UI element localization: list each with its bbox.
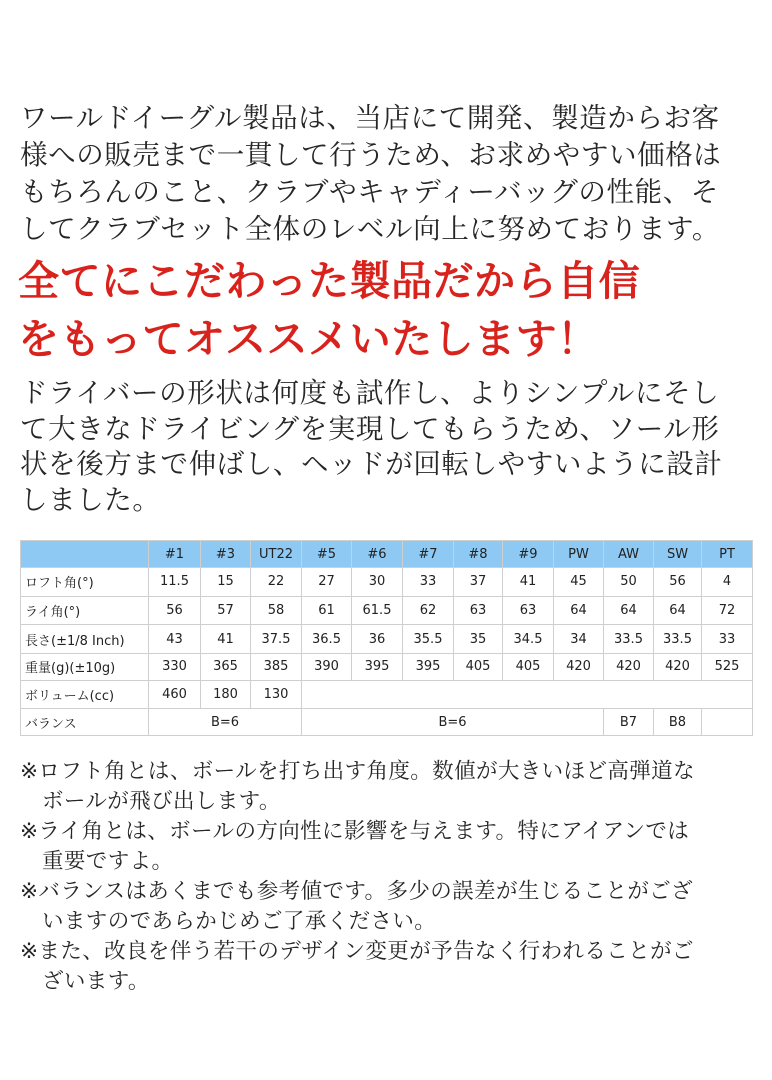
footnote	[20, 877, 760, 937]
table-cell: 35	[454, 625, 503, 654]
table-cell: 64	[654, 596, 702, 625]
desc-line: て大きなドライビングを実現してもらうため、ソール形	[20, 412, 720, 445]
table-cell-irons-balance: B=6	[302, 709, 604, 736]
column-header: PW	[554, 541, 604, 568]
column-header: #7	[403, 541, 454, 568]
table-cell: 34	[554, 625, 604, 654]
table-row-volume	[21, 680, 753, 709]
table-cell: 525	[702, 654, 753, 681]
header-blank	[21, 541, 149, 568]
desc-line: ドライバーの形状は何度も試作し、よりシンプルにそし	[20, 377, 720, 409]
table-cell: 180	[201, 680, 251, 709]
table-cell: 4	[702, 568, 753, 597]
column-header: #9	[503, 541, 554, 568]
table-cell: 43	[149, 625, 201, 654]
table-cell: 37.5	[251, 625, 302, 654]
table-cell-empty	[302, 680, 753, 709]
footnote	[20, 817, 760, 877]
intro-line: 様への販売まで一貫して行うため、お求めやすい価格は	[20, 139, 722, 171]
table-cell: 45	[554, 568, 604, 597]
row-label: ロフト角(°)	[21, 568, 149, 597]
footnote-line: 重要ですよ。	[42, 849, 174, 874]
table-cell: 420	[654, 654, 702, 681]
intro-line: してクラブセット全体のレベル向上に努めております。	[20, 213, 721, 245]
table-cell: 365	[201, 654, 251, 681]
table-cell: 56	[149, 596, 201, 625]
footnotes	[20, 757, 760, 997]
headline-line: 全てにこだわった製品だから自信	[18, 257, 641, 305]
table-cell-sw-balance: B8	[654, 709, 702, 736]
table-cell: 35.5	[403, 625, 454, 654]
row-label: ボリューム(cc)	[21, 680, 149, 709]
footnote-line: ※ライ角とは、ボールの方向性に影響を与えます。特にアイアンでは	[20, 819, 690, 844]
table-cell: 420	[554, 654, 604, 681]
driver-description	[20, 376, 760, 518]
table-cell: 72	[702, 596, 753, 625]
table-cell: 37	[454, 568, 503, 597]
table-cell: 405	[454, 654, 503, 681]
table-cell: 33	[702, 625, 753, 654]
table-cell: 63	[454, 596, 503, 625]
table-cell: 62	[403, 596, 454, 625]
row-label: ライ角(°)	[21, 596, 149, 625]
column-header: PT	[702, 541, 753, 568]
table-cell: 22	[251, 568, 302, 597]
table-cell: 61	[302, 596, 352, 625]
table-row-length	[21, 625, 753, 654]
footnote-line: ※また、改良を伴う若干のデザイン変更が予告なく行われることがご	[20, 939, 694, 964]
column-header: #1	[149, 541, 201, 568]
table-cell: 41	[503, 568, 554, 597]
table-cell: 27	[302, 568, 352, 597]
column-header: #6	[352, 541, 403, 568]
footnote	[20, 937, 760, 997]
footnote-line: ざいます。	[42, 969, 150, 994]
table-cell: 405	[503, 654, 554, 681]
intro-line: ワールドイーグル製品は、当店にて開発、製造からお客	[20, 102, 720, 134]
column-header: #8	[454, 541, 503, 568]
table-cell: 395	[352, 654, 403, 681]
table-cell: 41	[201, 625, 251, 654]
table-cell: 58	[251, 596, 302, 625]
table-cell: 15	[201, 568, 251, 597]
headline-line: をもってオススメいたします！	[18, 315, 599, 363]
column-header: #3	[201, 541, 251, 568]
spec-header-row	[21, 541, 753, 568]
table-cell: 130	[251, 680, 302, 709]
table-cell: 30	[352, 568, 403, 597]
headline	[18, 252, 763, 368]
column-header: SW	[654, 541, 702, 568]
table-cell-woods-balance: B=6	[149, 709, 302, 736]
table-cell: 390	[302, 654, 352, 681]
table-cell: 56	[654, 568, 702, 597]
table-cell: 460	[149, 680, 201, 709]
table-cell: 330	[149, 654, 201, 681]
desc-line: 状を後方まで伸ばし、ヘッドが回転しやすいように設計	[20, 448, 723, 480]
table-row-lie	[21, 596, 753, 625]
column-header: UT22	[251, 541, 302, 568]
table-cell: 420	[604, 654, 654, 681]
row-label: バランス	[21, 709, 149, 736]
table-row-weight	[21, 654, 753, 681]
footnote-line: ボールが飛び出します。	[42, 789, 281, 814]
table-cell: 64	[604, 596, 654, 625]
table-cell: 61.5	[352, 596, 403, 625]
row-label: 長さ(±1/8 Inch)	[21, 625, 149, 654]
table-row-balance	[21, 709, 753, 736]
table-cell: 33.5	[654, 625, 702, 654]
table-cell: 33.5	[604, 625, 654, 654]
intro-paragraph	[20, 100, 760, 248]
table-cell: 395	[403, 654, 454, 681]
column-header: AW	[604, 541, 654, 568]
desc-line: しました。	[20, 483, 161, 516]
table-cell: 33	[403, 568, 454, 597]
table-cell: 385	[251, 654, 302, 681]
spec-table	[20, 540, 753, 736]
intro-line: もちろんのこと、クラブやキャディーバッグの性能、そ	[20, 176, 719, 208]
table-cell-aw-balance: B7	[604, 709, 654, 736]
table-cell: 57	[201, 596, 251, 625]
footnote-line: いますのであらかじめご了承ください。	[42, 909, 437, 934]
table-cell: 64	[554, 596, 604, 625]
row-label: 重量(g)(±10g)	[21, 654, 149, 681]
table-cell: 36.5	[302, 625, 352, 654]
footnote-line: ※ロフト角とは、ボールを打ち出す角度。数値が大きいほど高弾道な	[20, 759, 695, 784]
table-cell: 11.5	[149, 568, 201, 597]
table-cell: 63	[503, 596, 554, 625]
table-row-loft	[21, 568, 753, 597]
column-header: #5	[302, 541, 352, 568]
footnote-line: ※バランスはあくまでも参考値です。多少の誤差が生じることがござ	[20, 879, 694, 904]
table-cell: 34.5	[503, 625, 554, 654]
table-cell-pt-balance	[702, 709, 753, 736]
table-cell: 36	[352, 625, 403, 654]
footnote	[20, 757, 760, 817]
table-cell: 50	[604, 568, 654, 597]
